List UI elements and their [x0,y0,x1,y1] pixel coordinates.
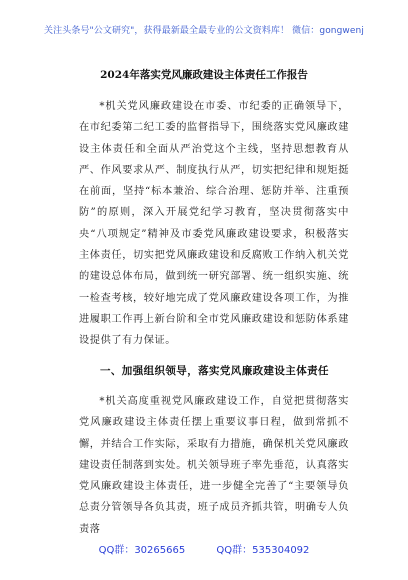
paragraph-section-1: *机关高度重视党风廉政建设工作，自觉把贯彻落实党风廉政建设主体责任摆上重要议事日程，做到常抓不懈，并结合工作实际，采取有力措施，确保机关党风廉政建设责任制落到实处。机关领导班子率先垂范，认真落实党风廉政建设主体责任，进一步健全完善了“主要领导负总责分管领导各负其责，班子成员齐抓共管，明确专人负责落 [79,396,349,535]
section-heading-1: 一、加强组织领导，落实党风廉政建设主体责任 [100,365,329,377]
header-banner: 关注头条号"公文研究"，获得最新最全最专业的公文资料库！ 微信：gongwenj [44,26,364,36]
paragraph-intro: *机关党风廉政建设在市委、市纪委的正确领导下，在市纪委第二纪工委的监督指导下，围绕落实党风廉政建设主体责任和全面从严治党这个主线，坚持思想教育从严、作风要求从严、制度执行从严，切实把纪律和规矩挺在前面，坚持“标本兼治、综合治理、惩防并举、注重预防”的原则，深入开展党纪学习教育，坚决贯彻落实中央“八项规定”精神及市委党风廉政建设要求，积极落实主体责任，切实把党风廉政建设和反腐败工作纳入机关党的建设总体布局，做到统一研究部署、统一组织实施、统一检查考核，较好地完成了党风廉政建设各项工作，为推进履职工作再上新台阶和全市党风廉政建设和惩防体系建设提供了有力保证。 [79,101,349,347]
document-title: 2024年落实党风廉政建设主体责任工作报告 [100,69,308,81]
footer-contact [0,541,408,556]
footer-qq-group-2: QQ群：535304092 [216,545,310,556]
footer-qq-group-1: QQ群：30265665 [98,545,186,556]
